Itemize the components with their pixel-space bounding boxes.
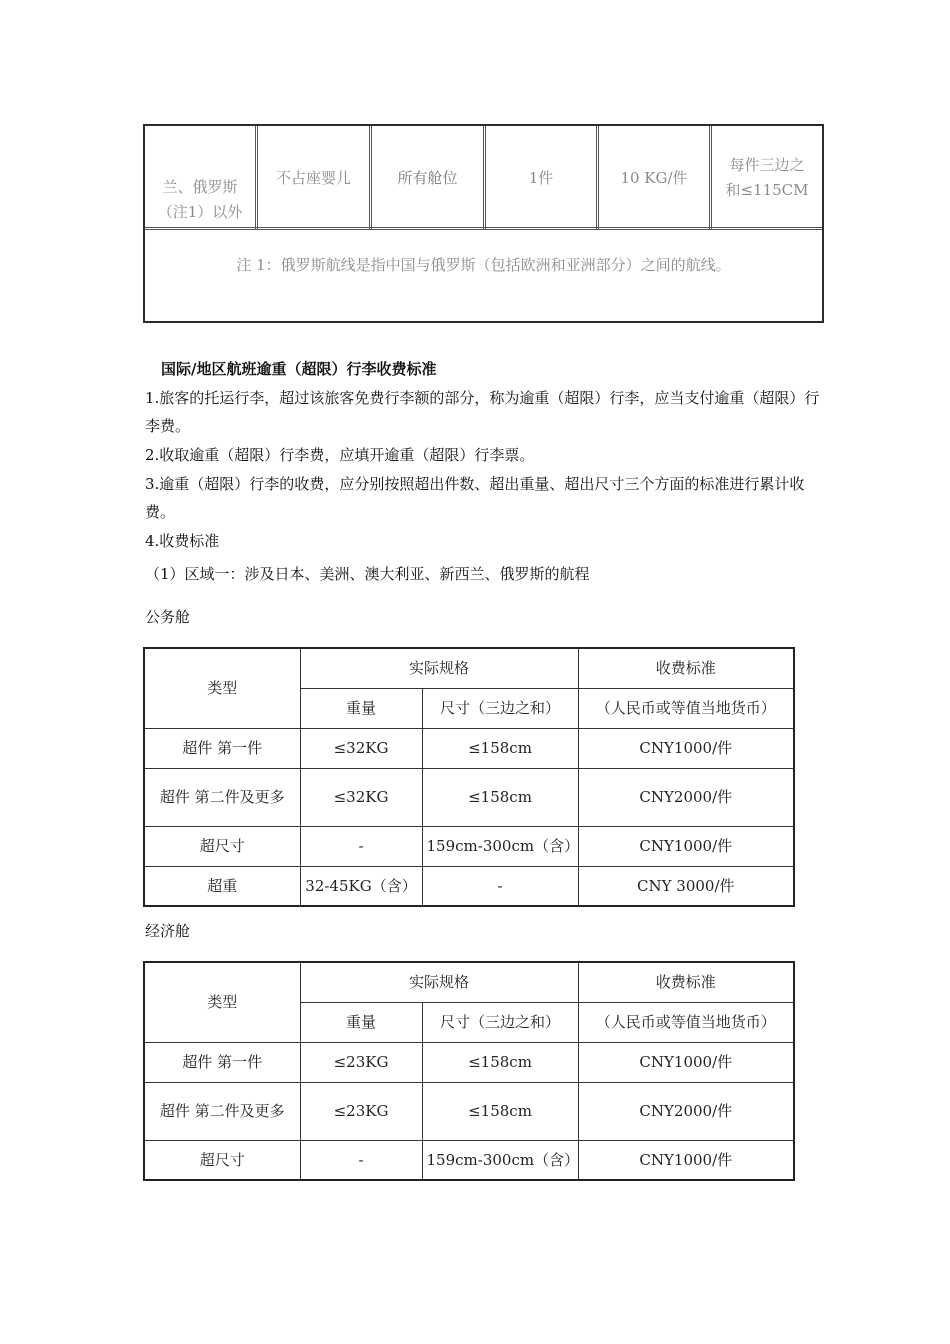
row-fee: CNY1000/件 — [578, 1140, 794, 1180]
paragraph-1: 1.旅客的托运行李，超过该旅客免费行李额的部分，称为逾重（超限）行李，应当支付逾重（超限）行李费。 — [145, 389, 820, 435]
section-heading: 国际/地区航班逾重（超限）行李收费标准 — [161, 360, 437, 378]
row-weight: - — [300, 826, 422, 866]
row-fee: CNY2000/件 — [578, 768, 794, 826]
row-type: 超重 — [144, 866, 300, 906]
row-weight: ≤32KG — [300, 768, 422, 826]
header-weight: 重量 — [300, 1002, 422, 1042]
row-size: 159cm-300cm（含） — [422, 826, 578, 866]
table-row — [144, 768, 794, 826]
size-line-1: 每件三边之 — [729, 155, 805, 174]
header-spec: 实际规格 — [300, 962, 578, 1002]
economy-cabin-label: 经济舱 — [145, 922, 191, 940]
passenger-type-cell: 不占座婴儿 — [258, 126, 372, 229]
header-fee: 收费标准 — [578, 962, 794, 1002]
route-line-1: 兰、俄罗斯 — [162, 178, 238, 196]
row-weight: ≤23KG — [300, 1082, 422, 1140]
route-line-2: （注1）以外 — [157, 203, 243, 221]
paragraph-4: 4.收费标准 — [145, 532, 220, 550]
pieces-cell: 1件 — [486, 126, 599, 229]
table-row — [144, 826, 794, 866]
row-weight: - — [300, 1140, 422, 1180]
row-size: ≤158cm — [422, 1042, 578, 1082]
table-row — [144, 1042, 794, 1082]
header-type: 类型 — [144, 648, 300, 728]
allowance-row — [145, 126, 822, 229]
header-currency: （人民币或等值当地货币） — [578, 1002, 794, 1042]
row-type: 超尺寸 — [144, 1140, 300, 1180]
row-type: 超尺寸 — [144, 826, 300, 866]
row-type: 超件 第一件 — [144, 1042, 300, 1082]
header-fee: 收费标准 — [578, 648, 794, 688]
row-divider — [145, 227, 822, 230]
row-size: ≤158cm — [422, 728, 578, 768]
header-size: 尺寸（三边之和） — [422, 1002, 578, 1042]
route-cell — [145, 126, 258, 229]
row-weight: 32-45KG（含） — [300, 866, 422, 906]
row-fee: CNY1000/件 — [578, 728, 794, 768]
row-size: 159cm-300cm（含） — [422, 1140, 578, 1180]
table-row — [144, 866, 794, 906]
row-type: 超件 第二件及更多 — [144, 768, 300, 826]
table-note: 注 1：俄罗斯航线是指中国与俄罗斯（包括欧洲和亚洲部分）之间的航线。 — [236, 256, 731, 274]
size-line-2: 和≤115CM — [725, 180, 809, 199]
paragraph-3: 3.逾重（超限）行李的收费，应分别按照超出件数、超出重量、超出尺寸三个方面的标准进行累计收费。 — [145, 475, 805, 521]
row-type: 超件 第二件及更多 — [144, 1082, 300, 1140]
business-fee-table — [143, 647, 795, 907]
table-row — [144, 728, 794, 768]
economy-fee-table — [143, 961, 795, 1181]
baggage-allowance-table-continued — [143, 124, 824, 323]
row-weight: ≤32KG — [300, 728, 422, 768]
header-currency: （人民币或等值当地货币） — [578, 688, 794, 728]
paragraph-5: （1）区域一：涉及日本、美洲、澳大利亚、新西兰、俄罗斯的航程 — [145, 565, 590, 583]
row-fee: CNY1000/件 — [578, 1042, 794, 1082]
row-weight: ≤23KG — [300, 1042, 422, 1082]
cabin-cell: 所有舱位 — [372, 126, 486, 229]
weight-cell: 10 KG/件 — [599, 126, 712, 229]
row-size: - — [422, 866, 578, 906]
row-size: ≤158cm — [422, 1082, 578, 1140]
row-fee: CNY1000/件 — [578, 826, 794, 866]
table-row — [144, 1140, 794, 1180]
row-fee: CNY 3000/件 — [578, 866, 794, 906]
row-type: 超件 第一件 — [144, 728, 300, 768]
size-cell — [712, 126, 822, 229]
header-weight: 重量 — [300, 688, 422, 728]
paragraph-2: 2.收取逾重（超限）行李费，应填开逾重（超限）行李票。 — [145, 446, 535, 464]
header-size: 尺寸（三边之和） — [422, 688, 578, 728]
business-cabin-label: 公务舱 — [145, 608, 191, 626]
header-type: 类型 — [144, 962, 300, 1042]
header-spec: 实际规格 — [300, 648, 578, 688]
table-row — [144, 1082, 794, 1140]
row-fee: CNY2000/件 — [578, 1082, 794, 1140]
row-size: ≤158cm — [422, 768, 578, 826]
